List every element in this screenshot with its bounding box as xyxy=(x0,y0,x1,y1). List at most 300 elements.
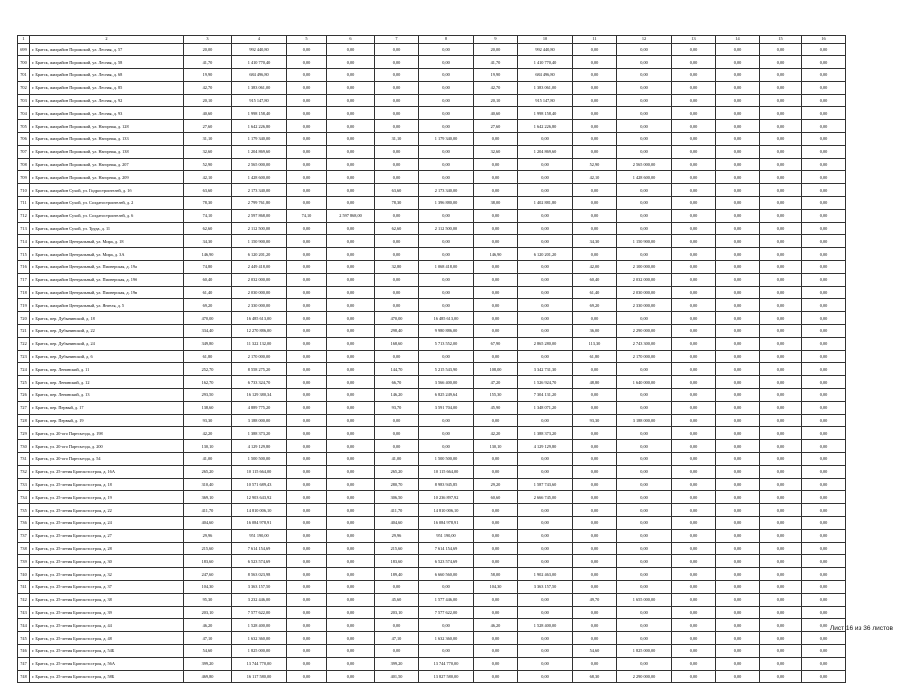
value-cell: 0,00 xyxy=(760,69,802,82)
row-number-cell: 743 xyxy=(18,606,30,619)
row-number-cell: 711 xyxy=(18,197,30,210)
table-row xyxy=(18,133,846,146)
value-cell: 0,00 xyxy=(518,593,573,606)
value-cell: 470,00 xyxy=(184,312,232,325)
value-cell: 2 173 340,00 xyxy=(419,184,474,197)
value-cell: 10 115 664,00 xyxy=(232,465,287,478)
address-cell: г. Братск, жилрайон Порожский, ул. Лесная, д. 57 xyxy=(30,43,184,56)
value-cell: 63,60 xyxy=(375,184,419,197)
table-row xyxy=(18,389,846,402)
address-cell: г. Братск, ул. 25-летия Братскгэсстроя, д. 44 xyxy=(30,619,184,632)
address-cell: г. Братск, пер. Ленинский, д. 13 xyxy=(30,389,184,402)
value-cell: 0,00 xyxy=(760,120,802,133)
value-cell: 0,00 xyxy=(716,107,760,120)
value-cell: 38,00 xyxy=(474,197,518,210)
value-cell: 0,00 xyxy=(617,43,672,56)
value-cell: 0,00 xyxy=(617,632,672,645)
value-cell: 0,00 xyxy=(760,516,802,529)
value-cell: 0,00 xyxy=(327,43,375,56)
value-cell: 0,00 xyxy=(617,133,672,146)
value-cell: 0,00 xyxy=(419,273,474,286)
value-cell: 0,00 xyxy=(716,465,760,478)
value-cell: 0,00 xyxy=(672,261,716,274)
column-number-cell: 4 xyxy=(232,36,287,44)
value-cell: 0,00 xyxy=(573,69,617,82)
column-number-cell: 6 xyxy=(327,36,375,44)
value-cell: 1 410 770,40 xyxy=(232,56,287,69)
value-cell: 0,00 xyxy=(672,171,716,184)
table-row xyxy=(18,644,846,657)
value-cell: 0,00 xyxy=(716,593,760,606)
row-number-cell: 719 xyxy=(18,299,30,312)
value-cell: 40,60 xyxy=(184,107,232,120)
value-cell: 0,00 xyxy=(716,56,760,69)
value-cell: 48,80 xyxy=(573,376,617,389)
value-cell: 0,00 xyxy=(716,184,760,197)
value-cell: 0,00 xyxy=(287,542,327,555)
table-row xyxy=(18,120,846,133)
value-cell: 49,70 xyxy=(573,593,617,606)
value-cell: 0,00 xyxy=(760,158,802,171)
row-number-cell: 699 xyxy=(18,43,30,56)
value-cell: 0,00 xyxy=(672,376,716,389)
value-cell: 0,00 xyxy=(287,619,327,632)
value-cell: 61,40 xyxy=(184,286,232,299)
value-cell: 0,00 xyxy=(327,389,375,402)
row-number-cell: 713 xyxy=(18,222,30,235)
value-cell: 0,00 xyxy=(474,261,518,274)
row-number-cell: 725 xyxy=(18,376,30,389)
value-cell: 0,00 xyxy=(419,43,474,56)
value-cell: 40,60 xyxy=(474,107,518,120)
address-cell: г. Братск, ул. 25-летия Братскгэсстроя, д. 32 xyxy=(30,568,184,581)
value-cell: 0,00 xyxy=(474,133,518,146)
value-cell: 0,00 xyxy=(802,145,846,158)
value-cell: 0,00 xyxy=(672,504,716,517)
value-cell: 0,00 xyxy=(617,491,672,504)
value-cell: 16 084 978,91 xyxy=(232,516,287,529)
value-cell: 0,00 xyxy=(760,555,802,568)
value-cell: 0,00 xyxy=(617,197,672,210)
address-cell: г. Братск, ул. 25-летия Братскгэсстроя, д. 24 xyxy=(30,516,184,529)
row-number-cell: 742 xyxy=(18,593,30,606)
value-cell: 1 640 000,00 xyxy=(617,376,672,389)
value-cell: 16 084 978,91 xyxy=(419,516,474,529)
value-cell: 0,00 xyxy=(802,235,846,248)
value-cell: 0,00 xyxy=(716,299,760,312)
address-cell: г. Братск, ул. 25-летия Братскгэсстроя, д. 58Б xyxy=(30,670,184,683)
value-cell: 0,00 xyxy=(716,69,760,82)
value-cell: 1 396 880,00 xyxy=(419,197,474,210)
value-cell: 0,00 xyxy=(287,516,327,529)
address-cell: г. Братск, жилрайон Порожский, ул. Лесная, д. 93 xyxy=(30,107,184,120)
value-cell: 0,00 xyxy=(672,555,716,568)
value-cell: 0,00 xyxy=(802,69,846,82)
table-row xyxy=(18,81,846,94)
value-cell: 0,00 xyxy=(375,440,419,453)
row-number-cell: 705 xyxy=(18,120,30,133)
value-cell: 0,00 xyxy=(474,184,518,197)
value-cell: 0,00 xyxy=(287,337,327,350)
value-cell: 0,00 xyxy=(327,248,375,261)
value-cell: 0,00 xyxy=(474,670,518,683)
value-cell: 0,00 xyxy=(617,222,672,235)
value-cell: 0,00 xyxy=(573,184,617,197)
value-cell: 144,70 xyxy=(375,363,419,376)
value-cell: 0,00 xyxy=(518,184,573,197)
address-cell: г. Братск, жилрайон Центральный, ул. Пионерская, д. 19б xyxy=(30,273,184,286)
row-number-cell: 738 xyxy=(18,542,30,555)
table-row xyxy=(18,325,846,338)
value-cell: 0,00 xyxy=(327,56,375,69)
value-cell: 0,00 xyxy=(474,593,518,606)
value-cell: 1 383 061,00 xyxy=(518,81,573,94)
table-row xyxy=(18,568,846,581)
value-cell: 0,00 xyxy=(419,580,474,593)
value-cell: 0,00 xyxy=(419,299,474,312)
address-cell: г. Братск, пер. Первый, д. 19 xyxy=(30,414,184,427)
row-number-cell: 707 xyxy=(18,145,30,158)
value-cell: 6 660 560,00 xyxy=(419,568,474,581)
table-row xyxy=(18,465,846,478)
value-cell: 0,00 xyxy=(802,606,846,619)
value-cell: 1 528 400,00 xyxy=(232,619,287,632)
value-cell: 130,10 xyxy=(184,440,232,453)
value-cell: 19,90 xyxy=(184,69,232,82)
value-cell: 0,00 xyxy=(716,427,760,440)
value-cell: 0,00 xyxy=(716,453,760,466)
value-cell: 0,00 xyxy=(760,43,802,56)
value-cell: 68,30 xyxy=(573,670,617,683)
value-cell: 0,00 xyxy=(716,632,760,645)
page-number-label: Лист 16 из 36 листов xyxy=(829,625,893,632)
value-cell: 0,00 xyxy=(287,504,327,517)
value-cell: 0,00 xyxy=(802,94,846,107)
table-row xyxy=(18,376,846,389)
column-number-cell: 7 xyxy=(375,36,419,44)
value-cell: 0,00 xyxy=(327,235,375,248)
value-cell: 0,00 xyxy=(287,350,327,363)
table-row xyxy=(18,235,846,248)
value-cell: 0,00 xyxy=(672,273,716,286)
value-cell: 146,20 xyxy=(375,389,419,402)
value-cell: 0,00 xyxy=(419,619,474,632)
value-cell: 0,00 xyxy=(327,107,375,120)
value-cell: 0,00 xyxy=(716,286,760,299)
value-cell: 0,00 xyxy=(716,491,760,504)
value-cell: 42,70 xyxy=(184,81,232,94)
row-number-cell: 731 xyxy=(18,453,30,466)
table-row xyxy=(18,401,846,414)
value-cell: 0,00 xyxy=(760,619,802,632)
value-cell: 0,00 xyxy=(802,440,846,453)
value-cell: 0,00 xyxy=(375,299,419,312)
value-cell: 0,00 xyxy=(716,81,760,94)
table-row xyxy=(18,171,846,184)
value-cell: 7 577 622,00 xyxy=(419,606,474,619)
value-cell: 0,00 xyxy=(518,504,573,517)
row-number-cell: 733 xyxy=(18,478,30,491)
value-cell: 0,00 xyxy=(287,94,327,107)
value-cell: 0,00 xyxy=(760,491,802,504)
value-cell: 0,00 xyxy=(672,81,716,94)
address-cell: г. Братск, жилрайон Центральный, ул. Пионерская, д. 19в xyxy=(30,286,184,299)
value-cell: 0,00 xyxy=(287,171,327,184)
value-cell: 0,00 xyxy=(327,222,375,235)
value-cell: 0,00 xyxy=(287,312,327,325)
value-cell: 0,00 xyxy=(518,632,573,645)
value-cell: 0,00 xyxy=(518,133,573,146)
column-number-row xyxy=(18,36,846,44)
value-cell: 0,00 xyxy=(672,632,716,645)
value-cell: 0,00 xyxy=(327,350,375,363)
value-cell: 0,00 xyxy=(617,120,672,133)
value-cell: 0,00 xyxy=(760,670,802,683)
value-cell: 0,00 xyxy=(573,81,617,94)
value-cell: 0,00 xyxy=(518,644,573,657)
value-cell: 36,00 xyxy=(573,325,617,338)
value-cell: 0,00 xyxy=(617,107,672,120)
value-cell: 0,00 xyxy=(287,235,327,248)
value-cell: 0,00 xyxy=(518,657,573,670)
value-cell: 74,10 xyxy=(184,209,232,222)
value-cell: 0,00 xyxy=(327,568,375,581)
value-cell: 0,00 xyxy=(716,401,760,414)
value-cell: 0,00 xyxy=(474,632,518,645)
value-cell: 0,00 xyxy=(327,120,375,133)
address-cell: г. Братск, ул. 25-летия Братскгэсстроя, д. 56А xyxy=(30,657,184,670)
value-cell: 0,00 xyxy=(375,644,419,657)
value-cell: 0,00 xyxy=(716,171,760,184)
value-cell: 32,80 xyxy=(375,261,419,274)
value-cell: 2 597 868,00 xyxy=(327,209,375,222)
value-cell: 0,00 xyxy=(716,312,760,325)
value-cell: 1 204 869,60 xyxy=(518,145,573,158)
value-cell: 42,00 xyxy=(573,261,617,274)
value-cell: 0,00 xyxy=(672,235,716,248)
value-cell: 280,70 xyxy=(375,478,419,491)
value-cell: 6 523 574,69 xyxy=(232,555,287,568)
value-cell: 2 799 761,80 xyxy=(232,197,287,210)
value-cell: 0,00 xyxy=(716,209,760,222)
value-cell: 0,00 xyxy=(287,389,327,402)
address-cell: г. Братск, жилрайон Сухой, ул. Труда, д. 11 xyxy=(30,222,184,235)
value-cell: 4 129 129,80 xyxy=(232,440,287,453)
value-cell: 3 188 000,00 xyxy=(617,414,672,427)
value-cell: 0,00 xyxy=(419,235,474,248)
value-cell: 0,00 xyxy=(287,248,327,261)
value-cell: 0,00 xyxy=(573,427,617,440)
value-cell: 0,00 xyxy=(327,580,375,593)
value-cell: 0,00 xyxy=(672,414,716,427)
value-cell: 0,00 xyxy=(287,81,327,94)
value-cell: 0,00 xyxy=(327,401,375,414)
value-cell: 0,00 xyxy=(716,145,760,158)
value-cell: 0,00 xyxy=(716,133,760,146)
value-cell: 0,00 xyxy=(287,273,327,286)
value-cell: 0,00 xyxy=(375,235,419,248)
value-cell: 41,00 xyxy=(184,453,232,466)
value-cell: 0,00 xyxy=(802,286,846,299)
value-cell: 61,40 xyxy=(573,286,617,299)
value-cell: 0,00 xyxy=(672,478,716,491)
value-cell: 66,70 xyxy=(375,376,419,389)
address-cell: г. Братск, ул. 20-ого Партсъезда, д. 200 xyxy=(30,440,184,453)
value-cell: 349,80 xyxy=(184,337,232,350)
value-cell: 0,00 xyxy=(419,171,474,184)
row-number-cell: 726 xyxy=(18,389,30,402)
table-row xyxy=(18,43,846,56)
value-cell: 0,00 xyxy=(327,440,375,453)
value-cell: 0,00 xyxy=(802,337,846,350)
address-cell: г. Братск, жилрайон Центральный, ул. Мира, д. 18 xyxy=(30,235,184,248)
value-cell: 0,00 xyxy=(573,197,617,210)
value-cell: 1 632 360,00 xyxy=(419,632,474,645)
value-cell: 6 733 324,70 xyxy=(232,376,287,389)
row-number-cell: 704 xyxy=(18,107,30,120)
value-cell: 0,00 xyxy=(327,491,375,504)
value-cell: 93,70 xyxy=(375,401,419,414)
value-cell: 63,60 xyxy=(184,184,232,197)
value-cell: 0,00 xyxy=(573,465,617,478)
value-cell: 183,60 xyxy=(184,555,232,568)
value-cell: 13 744 770,00 xyxy=(419,657,474,670)
value-cell: 2 170 000,00 xyxy=(617,350,672,363)
value-cell: 0,00 xyxy=(760,504,802,517)
value-cell: 3 363 157,50 xyxy=(232,580,287,593)
value-cell: 0,00 xyxy=(760,222,802,235)
address-cell: г. Братск, ул. 20-ого Партсъезда, д. 54 xyxy=(30,453,184,466)
value-cell: 0,00 xyxy=(474,350,518,363)
address-cell: г. Братск, пер. Дубынинский, д. 22 xyxy=(30,325,184,338)
value-cell: 0,00 xyxy=(419,69,474,82)
value-cell: 0,00 xyxy=(617,401,672,414)
value-cell: 5 713 552,00 xyxy=(419,337,474,350)
value-cell: 6 120 201,20 xyxy=(518,248,573,261)
value-cell: 2 565 000,00 xyxy=(232,158,287,171)
value-cell: 6 825 249,64 xyxy=(419,389,474,402)
value-cell: 0,00 xyxy=(672,389,716,402)
value-cell: 146,90 xyxy=(474,248,518,261)
row-number-cell: 741 xyxy=(18,580,30,593)
value-cell: 0,00 xyxy=(802,632,846,645)
column-number-cell: 14 xyxy=(716,36,760,44)
value-cell: 0,00 xyxy=(573,107,617,120)
value-cell: 60,40 xyxy=(184,273,232,286)
table-row xyxy=(18,440,846,453)
value-cell: 0,00 xyxy=(672,440,716,453)
value-cell: 0,00 xyxy=(716,606,760,619)
value-cell: 0,00 xyxy=(760,401,802,414)
value-cell: 0,00 xyxy=(419,145,474,158)
value-cell: 27,60 xyxy=(474,120,518,133)
table-row xyxy=(18,670,846,683)
value-cell: 10 571 689,43 xyxy=(232,478,287,491)
value-cell: 0,00 xyxy=(287,414,327,427)
row-number-cell: 709 xyxy=(18,171,30,184)
value-cell: 0,00 xyxy=(716,580,760,593)
value-cell: 0,00 xyxy=(573,529,617,542)
value-cell: 20,00 xyxy=(184,43,232,56)
value-cell: 0,00 xyxy=(760,197,802,210)
value-cell: 16 117 580,00 xyxy=(232,670,287,683)
value-cell: 1 500 500,00 xyxy=(232,453,287,466)
value-cell: 215,60 xyxy=(375,542,419,555)
value-cell: 0,00 xyxy=(474,516,518,529)
row-number-cell: 717 xyxy=(18,273,30,286)
value-cell: 0,00 xyxy=(327,171,375,184)
value-cell: 93,30 xyxy=(184,414,232,427)
address-cell: г. Братск, пер. Дубынинский, д. 6 xyxy=(30,350,184,363)
value-cell: 0,00 xyxy=(760,580,802,593)
value-cell: 0,00 xyxy=(573,248,617,261)
address-cell: г. Братск, ул. 25-летия Братскгэсстроя, д. 22 xyxy=(30,504,184,517)
value-cell: 0,00 xyxy=(802,107,846,120)
value-cell: 0,00 xyxy=(287,491,327,504)
value-cell: 16 485 613,00 xyxy=(419,312,474,325)
value-cell: 0,00 xyxy=(474,555,518,568)
value-cell: 0,00 xyxy=(518,670,573,683)
value-cell: 61,80 xyxy=(573,350,617,363)
value-cell: 334,40 xyxy=(184,325,232,338)
value-cell: 0,00 xyxy=(573,606,617,619)
value-cell: 0,00 xyxy=(760,465,802,478)
value-cell: 2 330 000,00 xyxy=(617,299,672,312)
value-cell: 0,00 xyxy=(760,389,802,402)
value-cell: 8 983 945,85 xyxy=(419,478,474,491)
value-cell: 74,10 xyxy=(287,209,327,222)
row-number-cell: 739 xyxy=(18,555,30,568)
value-cell: 189,40 xyxy=(375,568,419,581)
value-cell: 401,50 xyxy=(375,670,419,683)
value-cell: 0,00 xyxy=(760,312,802,325)
value-cell: 252,70 xyxy=(184,363,232,376)
value-cell: 411,70 xyxy=(184,504,232,517)
value-cell: 0,00 xyxy=(672,529,716,542)
table-row xyxy=(18,312,846,325)
address-cell: г. Братск, жилрайон Порожский, ул. Лесная, д. 58 xyxy=(30,56,184,69)
value-cell: 0,00 xyxy=(617,606,672,619)
value-cell: 0,00 xyxy=(375,248,419,261)
value-cell: 0,00 xyxy=(760,184,802,197)
value-cell: 0,00 xyxy=(375,209,419,222)
column-number-cell: 13 xyxy=(672,36,716,44)
value-cell: 0,00 xyxy=(802,453,846,466)
value-cell: 14 810 006,10 xyxy=(232,504,287,517)
value-cell: 3 188 000,00 xyxy=(232,414,287,427)
value-cell: 2 597 868,00 xyxy=(232,209,287,222)
table-row xyxy=(18,261,846,274)
address-cell: г. Братск, ул. 25-летия Братскгэсстроя, д. 28 xyxy=(30,542,184,555)
value-cell: 0,00 xyxy=(573,580,617,593)
value-cell: 0,00 xyxy=(672,299,716,312)
value-cell: 0,00 xyxy=(617,516,672,529)
value-cell: 0,00 xyxy=(802,209,846,222)
value-cell: 1 179 340,00 xyxy=(232,133,287,146)
value-cell: 0,00 xyxy=(716,363,760,376)
row-number-cell: 708 xyxy=(18,158,30,171)
value-cell: 1 587 743,60 xyxy=(518,478,573,491)
value-cell: 1 902 463,00 xyxy=(518,568,573,581)
table-row xyxy=(18,107,846,120)
value-cell: 0,00 xyxy=(617,619,672,632)
value-cell: 69,20 xyxy=(573,299,617,312)
value-cell: 992 440,80 xyxy=(232,43,287,56)
value-cell: 113,30 xyxy=(573,337,617,350)
row-number-cell: 702 xyxy=(18,81,30,94)
value-cell: 2 743 300,00 xyxy=(617,337,672,350)
address-cell: г. Братск, жилрайон Порожский, ул. Нагорная, д. 209 xyxy=(30,171,184,184)
